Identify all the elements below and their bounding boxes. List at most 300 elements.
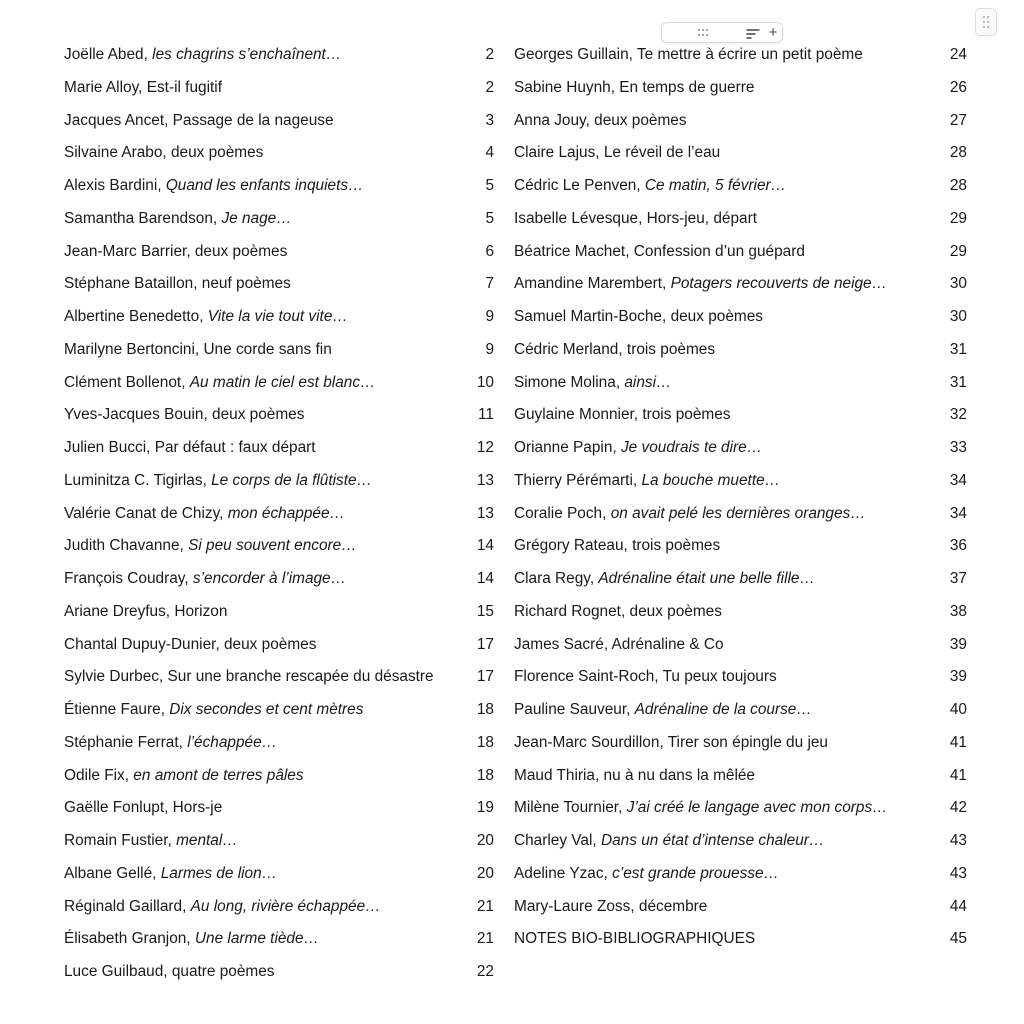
toc-entry [64, 268, 494, 301]
toc-entry-text [64, 236, 287, 269]
toc-title: La bouche muette… [641, 471, 781, 489]
toc-title: Vite la vie tout vite… [207, 308, 348, 325]
toc-entry-text [514, 105, 687, 138]
toc-author: Milène Tournier [514, 799, 619, 817]
toc-entry-text [64, 858, 277, 891]
toc-page-number: 28 [949, 144, 967, 162]
toc-entry-text [514, 727, 828, 760]
toc-page-number: 29 [949, 242, 967, 260]
drag-grip-icon[interactable] [696, 26, 710, 38]
toc-author: Valérie Canat de Chizy [64, 504, 220, 522]
toc-author: Jacques Ancet [64, 111, 165, 129]
toc-author: Clara Regy [514, 570, 590, 587]
toc-page-number: 14 [476, 537, 494, 555]
toc-author: Élisabeth Granjon [64, 930, 187, 948]
toc-title: Est-il fugitif [146, 78, 222, 96]
toc-page-number: 18 [476, 766, 494, 784]
toc-title: deux poèmes [629, 602, 722, 620]
toc-entry-text [64, 498, 345, 531]
toc-entry [514, 301, 967, 334]
toc-title: Je voudrais te dire… [620, 439, 763, 456]
toc-entry-text [514, 629, 724, 662]
toc-page-number: 36 [949, 537, 967, 555]
toc-separator: , [632, 471, 642, 489]
toc-entry-text [514, 465, 780, 498]
toc-page-number: 5 [485, 209, 494, 227]
toc-entry [514, 694, 967, 727]
toc-title: trois poèmes [642, 406, 731, 424]
toc-entry [514, 137, 967, 170]
toc-entry [64, 334, 494, 367]
toc-separator: , [164, 111, 173, 129]
toc-page-number: 20 [476, 832, 494, 849]
toc-entry [64, 563, 494, 596]
toc-author: Claire Lajus [514, 144, 596, 162]
toc-title: l’échappée… [187, 733, 278, 751]
toc-author: Réginald Gaillard [64, 897, 183, 915]
toc-title: Si peu souvent encore… [188, 537, 357, 555]
toc-separator: , [179, 537, 189, 555]
toc-entry-text [64, 432, 316, 465]
toc-entry-text [514, 891, 707, 924]
toc-author: Simone Molina [514, 373, 616, 391]
toc-entry-text [514, 694, 812, 727]
toc-author: Judith Chavanne [64, 537, 180, 555]
toc-title: neuf poèmes [201, 275, 291, 293]
toc-page-number: 15 [476, 602, 494, 620]
toc-author: Clément Bollenot [64, 373, 182, 391]
toc-entry [514, 432, 967, 465]
toc-author: Thierry Pérémarti [514, 471, 633, 489]
toc-entry [64, 39, 494, 72]
toc-author: Sabine Huynh [514, 78, 611, 96]
toc-title: Ce matin, 5 février… [644, 177, 787, 194]
toc-entry-text [64, 825, 238, 858]
toc-entry-text [64, 105, 334, 138]
toc-entry-text [64, 661, 434, 694]
toc-separator: , [662, 275, 671, 293]
toc-author: François Coudray [64, 570, 185, 587]
toc-entry [514, 39, 967, 72]
toc-page-number: 33 [949, 439, 967, 456]
toc-title: on avait pelé les dernières oranges… [610, 504, 866, 522]
toc-entry-text [64, 923, 319, 956]
toc-entry-text [64, 39, 341, 72]
toc-entry [64, 923, 494, 956]
toc-title: J’ai créé le langage avec mon corps… [626, 799, 888, 817]
toc-title: Je nage… [221, 209, 292, 227]
toc-author: Guylaine Monnier [514, 406, 634, 424]
toc-title: Adrénaline & Co [611, 635, 724, 653]
toc-separator: , [636, 177, 645, 194]
toc-separator: , [620, 602, 630, 620]
toc-author: Luce Guilbaud [64, 963, 164, 980]
toc-separator: , [178, 733, 188, 751]
toc-page-number: 13 [476, 504, 494, 522]
toc-entry-text [514, 661, 777, 694]
toc-page-number: 31 [949, 373, 967, 391]
toc-page-number: 27 [949, 111, 967, 129]
toc-title: deux poèmes [670, 308, 763, 325]
toc-author: Yves-Jacques Bouin [64, 406, 204, 424]
toc-title: mon échappée… [227, 504, 345, 522]
toc-entry [64, 694, 494, 727]
toc-entry [64, 72, 494, 105]
toc-entry-text [64, 596, 227, 629]
toc-title: Potagers recouverts de neige… [670, 275, 888, 293]
toc-author: Coralie Poch [514, 504, 603, 522]
toc-title: Sur une branche rescapée du désastre [167, 668, 434, 686]
toc-author: Joëlle Abed [64, 46, 144, 63]
toc-entry-text [64, 203, 292, 236]
toc-entry [514, 563, 967, 596]
toc-author: Adeline Yzac [514, 864, 604, 882]
toc-page-number: 39 [949, 635, 967, 653]
toc-author: Samantha Barendson [64, 209, 213, 227]
toc-entry-text [64, 170, 363, 203]
toc-page-number: 39 [949, 668, 967, 686]
toc-page-number: 45 [949, 930, 967, 948]
toc-entry [514, 105, 967, 138]
toc-entry [64, 105, 494, 138]
toc-separator: , [186, 242, 195, 260]
toc-page-number: 41 [949, 733, 967, 751]
toc-separator: , [585, 111, 595, 129]
toc-entry-text [514, 432, 762, 465]
drag-grip-icon [981, 15, 991, 29]
toc-title: Dans un état d’intense chaleur… [600, 832, 825, 849]
toc-author: Odile Fix [64, 766, 125, 784]
toc-entry-text [64, 137, 263, 170]
toc-entry-text [64, 760, 304, 793]
toc-entry [514, 334, 967, 367]
toc-author: Stéphane Bataillon [64, 275, 194, 293]
toc-separator: , [146, 439, 155, 456]
toc-title: nu à nu dans la mêlée [603, 766, 755, 784]
toc-separator: , [630, 897, 639, 915]
toc-left-column [64, 39, 494, 989]
toc-entry-text [514, 530, 720, 563]
toc-entry-text [64, 367, 375, 400]
toc-separator: , [654, 668, 663, 686]
toc-entry [514, 661, 967, 694]
toc-author: Romain Fustier [64, 832, 168, 849]
toc-entry-text [64, 465, 372, 498]
toc-entry [514, 923, 967, 956]
toc-author: Albertine Benedetto [64, 308, 200, 325]
toc-page-number: 43 [949, 832, 967, 849]
toc-author: Anna Jouy [514, 111, 586, 129]
toc-entry-text [64, 72, 222, 105]
sort-lines-icon[interactable] [746, 27, 760, 39]
toc-author: Julien Bucci [64, 439, 147, 456]
toc-page-number: 43 [949, 864, 967, 882]
toc-entry-text [514, 760, 755, 793]
toc-title: Hors-je [172, 799, 223, 817]
toc-title: deux poèmes [224, 635, 317, 653]
toc-entry-text [514, 563, 815, 596]
toc-entry-text [514, 596, 722, 629]
toc-title: Larmes de lion… [160, 864, 278, 882]
toc-entry [64, 858, 494, 891]
toc-author: Ariane Dreyfus [64, 602, 166, 620]
toc-entry [64, 498, 494, 531]
toc-author: Grégory Rateau [514, 537, 624, 555]
toc-page-number: 40 [949, 701, 967, 718]
toc-entry [514, 792, 967, 825]
toc-entry-text [64, 268, 291, 301]
toc-title: Le réveil de l’eau [603, 144, 721, 162]
side-drag-handle[interactable] [975, 8, 997, 36]
toc-author: Jean-Marc Barrier [64, 242, 187, 260]
toc-title: Par défaut : faux départ [154, 439, 316, 456]
toc-page-number: 17 [476, 635, 494, 653]
toc-entry [514, 367, 967, 400]
toc-entry [514, 72, 967, 105]
toc-entry [64, 170, 494, 203]
toc-separator: , [659, 733, 668, 751]
toc-page-number: 2 [485, 46, 494, 63]
toc-author: NOTES BIO-BIBLIOGRAPHIQUES [514, 930, 756, 948]
toc-page-number: 10 [476, 373, 494, 391]
toc-separator: , [603, 635, 612, 653]
toc-entry [514, 203, 967, 236]
toc-separator: , [143, 46, 153, 63]
toc-author: Marie Alloy [64, 78, 139, 96]
toc-author: Sylvie Durbec [64, 668, 159, 686]
toc-entry [64, 530, 494, 563]
toc-entry-text [514, 39, 863, 72]
toc-author: Alexis Bardini [64, 177, 158, 194]
toc-page-number: 37 [949, 570, 967, 587]
toc-entry-text [514, 236, 805, 269]
toc-entry [64, 629, 494, 662]
toc-page-number: 24 [949, 46, 967, 63]
toc-page-number: 22 [476, 963, 494, 980]
toc-page-number: 32 [949, 406, 967, 424]
toc-title: Tirer son épingle du jeu [667, 733, 828, 751]
toc-entry-text [514, 203, 757, 236]
toc-entry [64, 956, 494, 989]
toc-entry [514, 858, 967, 891]
toc-entry [514, 399, 967, 432]
toc-page-number: 19 [476, 799, 494, 817]
toc-entry-text [514, 268, 887, 301]
toc-entry-text [64, 891, 381, 924]
toc-entry-text [64, 530, 357, 563]
toc-separator: , [186, 930, 195, 948]
toc-separator: , [181, 373, 190, 391]
toc-author: Amandine Marembert [514, 275, 662, 293]
toc-page-number: 20 [476, 864, 494, 882]
toc-title: trois poèmes [626, 340, 716, 358]
toc-author: Silvaine Arabo [64, 144, 163, 162]
toc-entry-text [514, 399, 730, 432]
toc-author: Béatrice Machet [514, 242, 626, 260]
toc-title: Horizon [174, 602, 228, 620]
toc-title: deux poèmes [194, 242, 288, 260]
toc-entry [64, 661, 494, 694]
toc-title: c’est grande prouesse… [612, 864, 779, 882]
toc-entry [64, 465, 494, 498]
toc-separator: , [152, 864, 161, 882]
toc-author: Florence Saint-Roch [514, 668, 655, 686]
toc-separator: , [194, 340, 204, 358]
toc-separator: , [626, 701, 635, 718]
toc-right-column [514, 39, 967, 956]
toc-separator: , [589, 570, 599, 587]
toc-separator: , [662, 308, 671, 325]
toc-page-number: 6 [485, 242, 494, 260]
toc-author: Pauline Sauveur [514, 701, 627, 718]
toc-entry-text [64, 727, 277, 760]
toc-page-number: 17 [476, 668, 494, 686]
toc-page-number: 12 [476, 439, 494, 456]
toc-entry [514, 498, 967, 531]
toc-title: deux poèmes [170, 144, 264, 162]
toc-author: Cédric Le Penven [514, 177, 637, 194]
toc-author: Samuel Martin-Boche [514, 308, 662, 325]
toc-entry [514, 236, 967, 269]
toc-entry-text [64, 694, 363, 727]
toc-title: en amont de terres pâles [133, 766, 304, 784]
toc-separator: , [182, 897, 191, 915]
toc-page-number: 7 [485, 275, 494, 293]
toc-page-number: 38 [949, 602, 967, 620]
toc-page-number: 2 [485, 78, 494, 96]
toc-page-number: 41 [949, 766, 967, 784]
toc-title: Hors-jeu, départ [646, 209, 757, 227]
toc-separator: , [615, 373, 625, 391]
toc-title: Une larme tiède… [194, 930, 319, 948]
toc-entry-text [64, 956, 275, 989]
toc-page-number: 9 [485, 308, 494, 325]
toc-title: les chagrins s’enchaînent… [152, 46, 342, 63]
toc-separator: , [623, 537, 633, 555]
toc-entry [514, 530, 967, 563]
toc-separator: , [157, 177, 166, 194]
toc-title: Dix secondes et cent mètres [169, 701, 364, 718]
toc-title: Confession d’un guépard [633, 242, 805, 260]
toc-title: Adrénaline de la course… [634, 701, 812, 718]
toc-entry-text [514, 137, 720, 170]
toc-title: Au long, rivière échappée… [190, 897, 381, 915]
toc-page-number: 42 [949, 799, 967, 817]
toc-title: En temps de guerre [619, 78, 755, 96]
toc-author: Gaëlle Fonlupt [64, 799, 165, 817]
toc-title: s’encorder à l’image… [192, 570, 347, 587]
toc-separator: , [158, 668, 168, 686]
toc-separator: , [603, 864, 613, 882]
toc-entry-text [514, 170, 786, 203]
toc-separator: , [595, 144, 604, 162]
toc-entry-text [514, 792, 888, 825]
toc-separator: , [202, 471, 212, 489]
toc-title: ainsi… [624, 373, 672, 391]
toc-entry [64, 891, 494, 924]
toc-entry [64, 825, 494, 858]
toc-entry [514, 727, 967, 760]
toc-author: Luminitza C. Tigirlas [64, 471, 203, 489]
toc-author: Jean-Marc Sourdillon [514, 733, 660, 751]
toc-page-number: 28 [949, 177, 967, 194]
toc-title: trois poèmes [632, 537, 721, 555]
toc-author: James Sacré [514, 635, 604, 653]
toc-title: Adrénaline était une belle fille… [598, 570, 815, 587]
toc-title: Le corps de la flûtiste… [211, 471, 372, 489]
toc-entry-text [64, 399, 304, 432]
toc-author: Marilyne Bertoncini [64, 340, 195, 358]
toc-page-number: 3 [485, 111, 494, 129]
toc-entry [64, 432, 494, 465]
toc-separator: , [164, 799, 173, 817]
toc-separator: , [219, 504, 228, 522]
toc-entry [64, 367, 494, 400]
toc-page-number: 14 [476, 570, 494, 587]
toc-title: deux poèmes [594, 111, 687, 129]
toc-entry-text [64, 334, 332, 367]
toc-title: Te mettre à écrire un petit poème [636, 46, 863, 63]
toc-entry-text [64, 301, 348, 334]
toc-page-number: 44 [949, 897, 967, 915]
toc-entry [514, 629, 967, 662]
toc-page-number: 4 [485, 144, 494, 162]
add-block-button[interactable]: + [768, 24, 778, 41]
toc-separator: , [633, 406, 643, 424]
toc-separator: , [138, 78, 147, 96]
toc-entry-text [514, 334, 715, 367]
toc-page-number: 18 [476, 701, 494, 718]
toc-separator: , [184, 570, 193, 587]
toc-page-number: 9 [485, 340, 494, 358]
toc-separator: , [124, 766, 134, 784]
toc-page-number: 21 [476, 930, 494, 948]
toc-entry [514, 170, 967, 203]
toc-author: Isabelle Lévesque [514, 209, 639, 227]
toc-entry [514, 891, 967, 924]
toc-title: Au matin le ciel est blanc… [189, 373, 376, 391]
toc-separator: , [215, 635, 224, 653]
toc-author: Orianne Papin [514, 439, 613, 456]
toc-separator: , [638, 209, 647, 227]
toc-page-number: 30 [949, 308, 967, 325]
toc-title: Passage de la nageuse [172, 111, 334, 129]
toc-entry-text [514, 858, 779, 891]
toc-separator: , [625, 242, 634, 260]
toc-author: Chantal Dupuy-Dunier [64, 635, 216, 653]
toc-separator: , [594, 766, 604, 784]
toc-title: Tu peux toujours [662, 668, 777, 686]
toc-author: Maud Thiria [514, 766, 595, 784]
toc-separator: , [618, 799, 627, 817]
toc-page-number: 26 [949, 78, 967, 96]
toc-entry [64, 301, 494, 334]
toc-entry [514, 760, 967, 793]
toc-author: Georges Guillain [514, 46, 629, 63]
toc-entry-text [514, 498, 866, 531]
toc-entry-text [514, 923, 755, 956]
toc-entry [64, 399, 494, 432]
toc-entry [64, 137, 494, 170]
toc-author: Richard Rognet [514, 602, 621, 620]
toc-page-number: 5 [485, 177, 494, 194]
toc-author: Mary-Laure Zoss [514, 897, 631, 915]
toc-separator: , [165, 602, 175, 620]
toc-page-number: 21 [476, 897, 494, 915]
toc-entry-text [514, 367, 671, 400]
toc-separator: , [160, 701, 170, 718]
toc-title: Une corde sans fin [203, 340, 332, 358]
